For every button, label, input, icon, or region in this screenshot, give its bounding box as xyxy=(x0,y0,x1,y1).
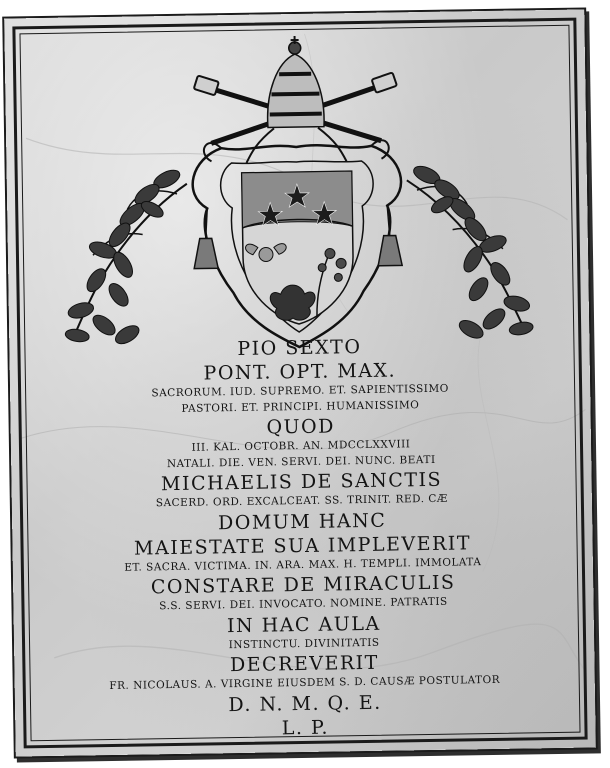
inscription-line: NATALI. DIE. VEN. SERVI. DEI. NUNC. BEATI xyxy=(166,453,436,470)
inscription-line: CONSTARE DE MIRACULIS xyxy=(150,571,456,599)
inscription-text xyxy=(39,332,565,744)
inscription-line: DECREVERIT xyxy=(229,651,380,677)
inscription-line: PONT. OPT. MAX. xyxy=(203,359,397,385)
inscription-line: IN HAC AULA xyxy=(226,612,381,637)
inscription-line: D. N. M. Q. E. xyxy=(228,691,382,716)
inscription-line: PASTORI. ET. PRINCIPI. HUMANISSIMO xyxy=(181,398,420,415)
inscription-line: PIO SEXTO xyxy=(237,336,362,360)
inscription-line: INSTINCTU. DIVINITATIS xyxy=(228,636,380,651)
inscription-line: QUOD xyxy=(266,415,336,439)
inscription-line: ET. SACRA. VICTIMA. IN. ARA. MAX. H. TEMPLI. IMMOLATA xyxy=(124,555,482,574)
inscription-line: III. KAL. OCTOBR. AN. MDCCLXXVIII xyxy=(191,438,411,454)
olive-branch-left-icon xyxy=(62,166,190,348)
coat-of-arms xyxy=(45,28,550,356)
olive-branch-right-icon xyxy=(407,161,535,343)
inscription-line: FR. NICOLAUS. A. VIRGINE EIUSDEM S. D. CAUSÆ POSTULATOR xyxy=(109,673,501,693)
inscription-line: SACERD. ORD. EXCALCEAT. SS. TRINIT. RED. CÆ xyxy=(155,492,448,510)
marble-plaque xyxy=(4,9,596,756)
inscription-line: SACRORUM. IUD. SUPREMO. ET. SAPIENTISSIMO xyxy=(151,382,449,400)
inscription-line: MICHAELIS DE SANCTIS xyxy=(160,468,443,496)
inscription-line: MAIESTATE SUA IMPLEVERIT xyxy=(133,531,472,560)
inscription-line: L. P. xyxy=(281,716,330,739)
inscription-line: S.S. SERVI. DEI. INVOCATO. NOMINE. PATRATIS xyxy=(159,595,448,613)
inscription-line: DOMUM HANC xyxy=(217,509,387,534)
papal-tiara-icon xyxy=(245,35,347,163)
